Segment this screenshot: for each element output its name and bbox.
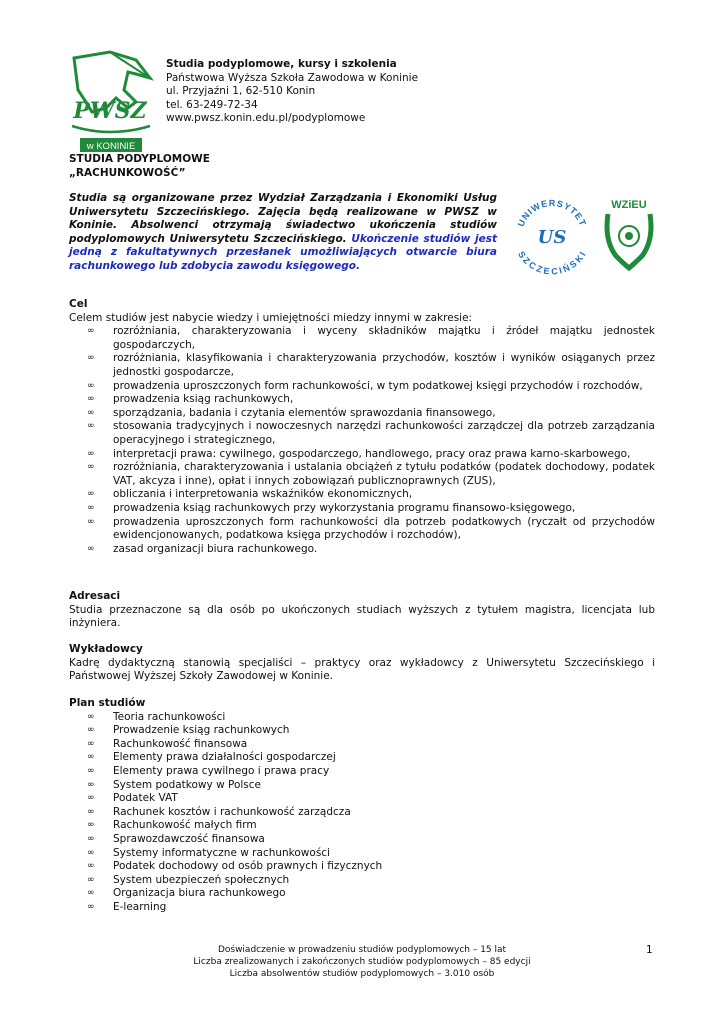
intro-highlight: Ukończenie studiów jest jedną z fakultatywnych przesłanek umożliwiających otwarcie biura rachunkowego lub zdobycia zawodu księgowego.: [69, 232, 497, 272]
list-item: [69, 543, 655, 557]
header-address: ul. Przyjaźni 1, 62-510 Konin: [166, 85, 316, 98]
pwsz-logo: [66, 50, 156, 162]
wzieu-logo-text: WZiEU: [611, 199, 647, 211]
list-item: [69, 833, 655, 847]
list-item: [69, 847, 655, 861]
list-item-text: System podatkowy w Polsce: [113, 778, 261, 791]
list-item: [69, 488, 655, 502]
section-cel: [69, 298, 655, 556]
cel-lead: Celem studiów jest nabycie wiedzy i umiejętności miedzy innymi w zakresie:: [69, 311, 473, 324]
bullet-icon: ∞: [87, 394, 95, 405]
bullet-icon: ∞: [87, 725, 95, 736]
wykladowcy-text: Kadrę dydaktyczną stanowią specjaliści – praktycy oraz wykładowcy z Uniwersytetu Szczecińskiego i Państwowej Wyższej Szkoły Zawodowej w Koninie.: [69, 656, 655, 683]
bullet-icon: ∞: [87, 806, 95, 817]
us-logo-mark: US: [537, 227, 567, 248]
us-logo: [512, 196, 592, 276]
list-item-text: stosowania tradycyjnych i nowoczesnych narzędzi rachunkowości zarządczej dla potrzeb zarządzania operacyjnego i strategicznego,: [113, 420, 655, 446]
bullet-icon: ∞: [87, 901, 95, 912]
bullet-icon: ∞: [87, 421, 95, 432]
footer-line1: Doświadczenie w prowadzeniu studiów podyplomowych – 15 lat: [217, 945, 507, 955]
list-item: [69, 724, 655, 738]
bullet-icon: ∞: [87, 793, 95, 804]
footer-line3: Liczba absolwentów studiów podyplomowych – 3.010 osób: [229, 969, 495, 979]
list-item-text: Teoria rachunkowości: [113, 710, 226, 723]
bullet-icon: ∞: [87, 462, 95, 473]
footer: [150, 944, 574, 980]
list-item: [69, 407, 655, 421]
list-item-text: prowadzenia uproszczonych form rachunkowości, w tym podatkowej księgi przychodów i rozchodów,: [113, 379, 643, 392]
list-item: [69, 751, 655, 765]
bullet-icon: ∞: [87, 847, 95, 858]
bullet-icon: ∞: [87, 516, 95, 527]
us-logo-bottom: SZCZECIŃSKI: [516, 249, 589, 276]
list-item-text: System ubezpieczeń społecznych: [113, 873, 290, 886]
section-adresaci: [69, 590, 655, 631]
header-org: Studia podyplomowe, kursy i szkolenia: [166, 58, 397, 70]
bullet-icon: ∞: [87, 407, 95, 418]
list-item-text: Podatek dochodowy od osób prawnych i fizycznych: [113, 860, 383, 873]
list-item: [69, 819, 655, 833]
list-item-text: Elementy prawa cywilnego i prawa pracy: [113, 764, 330, 777]
cel-heading: Cel: [69, 298, 88, 310]
list-item-text: Systemy informatyczne w rachunkowości: [113, 846, 330, 859]
wzieu-logo: [602, 196, 656, 272]
list-item-text: Prowadzenie ksiąg rachunkowych: [113, 724, 290, 737]
list-item: [69, 765, 655, 779]
list-item: [69, 711, 655, 725]
list-item: [69, 461, 655, 488]
list-item-text: prowadzenia ksiąg rachunkowych przy wykorzystania programu finansowo-księgowego,: [113, 501, 576, 514]
list-item: [69, 779, 655, 793]
header-website[interactable]: www.pwsz.konin.edu.pl/podyplomowe: [166, 112, 366, 125]
section-plan: [69, 697, 655, 915]
list-item-text: Organizacja biura rachunkowego: [113, 887, 286, 900]
bullet-icon: ∞: [87, 861, 95, 872]
bullet-icon: ∞: [87, 489, 95, 500]
title-line2: „RACHUNKOWOŚĆ”: [69, 166, 186, 179]
list-item-text: rozróżniania, klasyfikowania i charakteryzowania przychodów, kosztów i wyników osiąganych przez jednostki gospodarcze,: [113, 352, 655, 378]
list-item: [69, 738, 655, 752]
list-item: [69, 380, 655, 394]
bullet-icon: ∞: [87, 448, 95, 459]
plan-list: [69, 711, 655, 915]
bullet-icon: ∞: [87, 765, 95, 776]
pwsz-logo-sub: w KONINIE: [86, 141, 136, 152]
adresaci-text: Studia przeznaczone są dla osób po ukończonych studiach wyższych z tytułem magistra, licencjata lub inżyniera.: [69, 603, 655, 630]
title-line1: STUDIA PODYPLOMOWE: [69, 153, 210, 165]
header-phone: tel. 63-249-72-34: [166, 98, 258, 111]
header-school: Państwowa Wyższa Szkoła Zawodowa w Koninie: [166, 71, 419, 84]
bullet-icon: ∞: [87, 752, 95, 763]
list-item: [69, 806, 655, 820]
list-item-text: E-learning: [113, 900, 167, 913]
plan-heading: Plan studiów: [69, 697, 146, 709]
bullet-icon: ∞: [87, 888, 95, 899]
section-wykladowcy: [69, 643, 655, 684]
list-item: [69, 393, 655, 407]
bullet-icon: ∞: [87, 820, 95, 831]
list-item-text: Rachunek kosztów i rachunkowość zarządcza: [113, 805, 351, 818]
footer-line2: Liczba zrealizowanych i zakończonych studiów podyplomowych – 85 edycji: [193, 957, 531, 967]
intro-text: Studia są organizowane przez Wydział Zarządzania i Ekonomiki Usług Uniwersytetu Szczecińskiego. Zajęcia będą realizowane w PWSZ w Koninie. Absolwenci otrzymają świadectwo ukończenia studiów podyplomowych Uniwersytetu Szczecińskiego.: [69, 192, 497, 245]
bullet-icon: ∞: [87, 543, 95, 554]
list-item-text: Rachunkowość finansowa: [113, 737, 248, 750]
list-item: [69, 887, 655, 901]
pwsz-logo-text: PWSZ: [73, 98, 147, 124]
cel-list: [69, 325, 655, 556]
contact-header: [166, 58, 418, 126]
list-item-text: Rachunkowość małych firm: [113, 819, 257, 832]
svg-text:SZCZECIŃSKI: [516, 249, 588, 276]
bullet-icon: ∞: [87, 502, 95, 513]
list-item-text: Sprawozdawczość finansowa: [113, 832, 265, 845]
list-item-text: zasad organizacji biura rachunkowego.: [113, 542, 318, 555]
bullet-icon: ∞: [87, 833, 95, 844]
bullet-icon: ∞: [87, 353, 95, 364]
list-item: [69, 448, 655, 462]
list-item: [69, 860, 655, 874]
list-item: [69, 874, 655, 888]
list-item-text: obliczania i interpretowania wskaźników ekonomicznych,: [113, 488, 413, 501]
list-item: [69, 420, 655, 447]
list-item-text: sporządzania, badania i czytania elementów sprawozdania finansowego,: [113, 406, 496, 419]
bullet-icon: ∞: [87, 738, 95, 749]
list-item-text: rozróżniania, charakteryzowania i ustalania obciążeń z tytułu podatków (podatek dochodowy, podatek VAT, akcyza i inne), opłat i innych zobowiązań publicznoprawnych (ZUS),: [113, 461, 655, 487]
us-logo-top: UNIWERSYTET: [515, 197, 589, 229]
list-item-text: Podatek VAT: [113, 792, 178, 805]
list-item: [69, 502, 655, 516]
list-item: [69, 325, 655, 352]
list-item: [69, 901, 655, 915]
bullet-icon: ∞: [87, 326, 95, 337]
bullet-icon: ∞: [87, 779, 95, 790]
intro-paragraph: [69, 192, 497, 274]
list-item-text: interpretacji prawa: cywilnego, gospodarczego, handlowego, pracy oraz prawa karno-skarbowego,: [113, 447, 631, 460]
wykladowcy-heading: Wykładowcy: [69, 643, 143, 655]
list-item-text: prowadzenia ksiąg rachunkowych,: [113, 393, 294, 406]
page-number: 1: [646, 944, 653, 956]
list-item: [69, 352, 655, 379]
bullet-icon: ∞: [87, 380, 95, 391]
bullet-icon: ∞: [87, 711, 95, 722]
list-item: [69, 792, 655, 806]
list-item-text: Elementy prawa działalności gospodarczej: [113, 751, 336, 764]
page-title: [69, 153, 210, 180]
svg-text:UNIWERSYTET: [516, 198, 589, 228]
list-item-text: rozróżniania, charakteryzowania i wyceny składników majątku i źródeł majątku jednostek gospodarczych,: [113, 325, 655, 351]
adresaci-heading: Adresaci: [69, 590, 121, 602]
bullet-icon: ∞: [87, 874, 95, 885]
list-item-text: prowadzenia uproszczonych form rachunkowości dla potrzeb podatkowych (ryczałt od przychodów ewidencjonowanych, podatkowa księga przychodów i rozchodów),: [113, 515, 655, 542]
list-item: [69, 516, 655, 543]
